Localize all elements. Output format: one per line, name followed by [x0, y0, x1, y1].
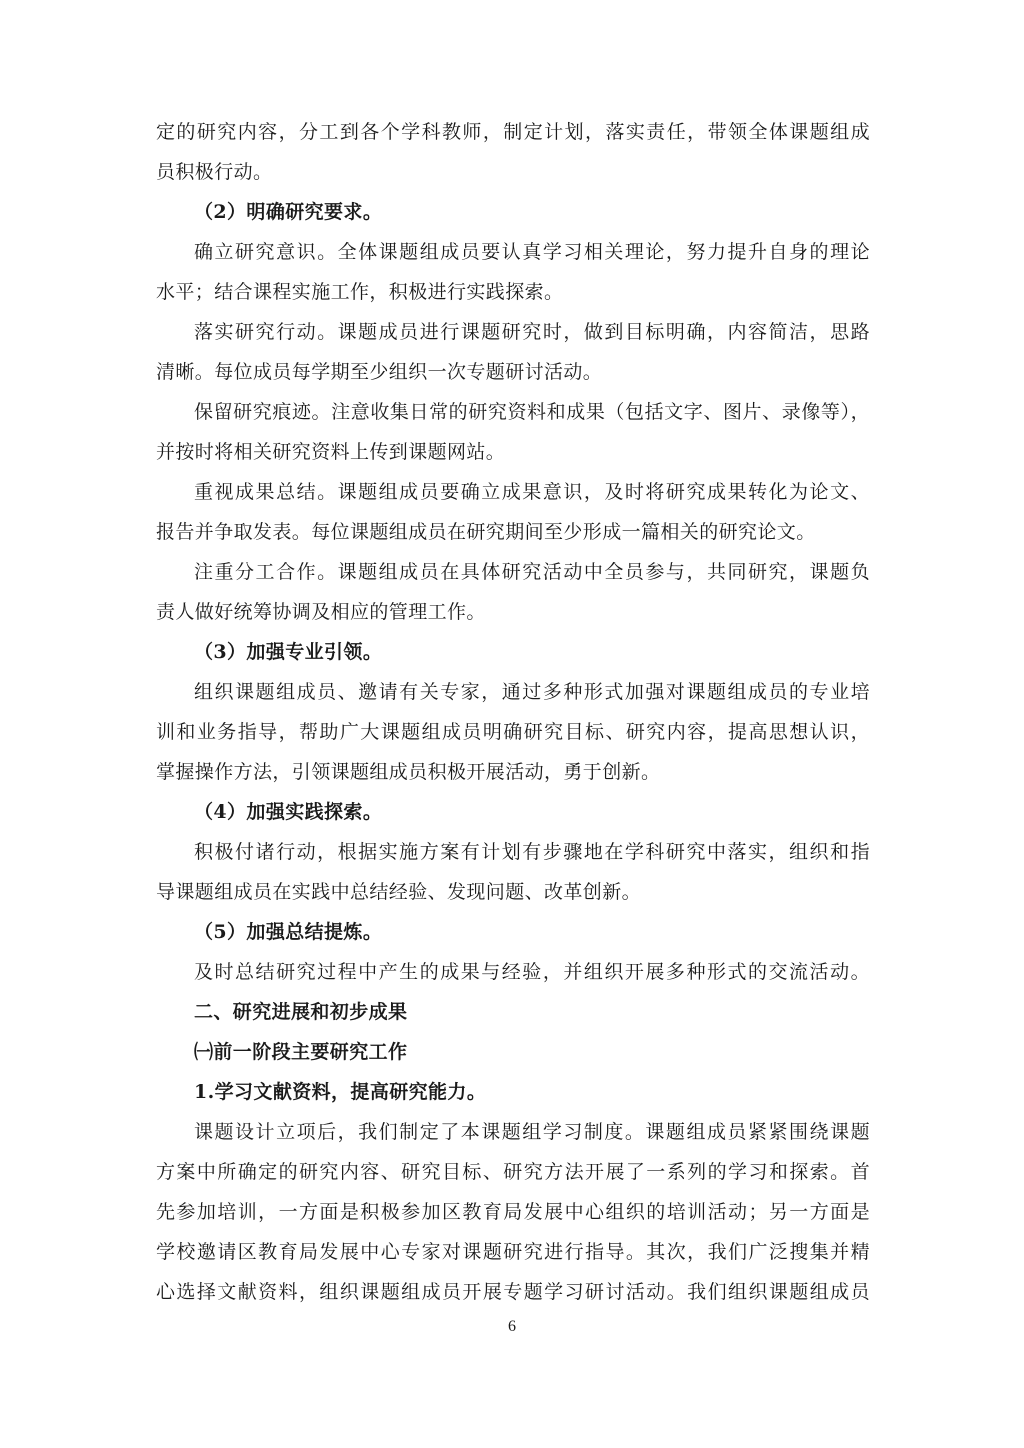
subheading: （3）加强专业引领。 — [194, 641, 383, 663]
page-number: 6 — [508, 1318, 516, 1335]
text-line: 确立研究意识。全体课题组成员要认真学习相关理论，努力提升自身的理论 — [194, 241, 870, 263]
text-line: 落实研究行动。课题成员进行课题研究时，做到目标明确，内容简洁，思路 — [194, 321, 870, 343]
text-line: 训和业务指导，帮助广大课题组成员明确研究目标、研究内容，提高思想认识， — [156, 721, 870, 743]
text-line: 清晰。每位成员每学期至少组织一次专题研讨活动。 — [156, 361, 603, 383]
text-line: 报告并争取发表。每位课题组成员在研究期间至少形成一篇相关的研究论文。 — [156, 521, 816, 543]
item-heading: 1.学习文献资料，提高研究能力。 — [194, 1081, 487, 1103]
subheading: （4）加强实践探索。 — [194, 801, 383, 823]
text-line: 方案中所确定的研究内容、研究目标、研究方法开展了一系列的学习和探索。首 — [156, 1161, 870, 1183]
text-line: 责人做好统筹协调及相应的管理工作。 — [156, 601, 486, 623]
subheading: （2）明确研究要求。 — [194, 201, 383, 223]
text-line: 水平；结合课程实施工作，积极进行实践探索。 — [156, 281, 564, 303]
text-line: 导课题组成员在实践中总结经验、发现问题、改革创新。 — [156, 881, 642, 903]
subheading: （5）加强总结提炼。 — [194, 921, 383, 943]
text-line: 员积极行动。 — [156, 161, 273, 183]
text-line: 重视成果总结。课题组成员要确立成果意识，及时将研究成果转化为论文、 — [194, 481, 870, 503]
text-line: 及时总结研究过程中产生的成果与经验，并组织开展多种形式的交流活动。 — [194, 961, 870, 983]
text-line: 掌握操作方法，引领课题组成员积极开展活动，勇于创新。 — [156, 761, 661, 783]
section-subheading: ㈠前一阶段主要研究工作 — [194, 1041, 408, 1063]
text-line: 先参加培训，一方面是积极参加区教育局发展中心组织的培训活动；另一方面是 — [156, 1201, 870, 1223]
document-body — [156, 112, 870, 1312]
text-line: 课题设计立项后，我们制定了本课题组学习制度。课题组成员紧紧围绕课题 — [194, 1121, 870, 1143]
text-line: 心选择文献资料，组织课题组成员开展专题学习研讨活动。我们组织课题组成员 — [156, 1281, 870, 1303]
text-line: 注重分工合作。课题组成员在具体研究活动中全员参与，共同研究，课题负 — [194, 561, 870, 583]
text-line: 积极付诸行动，根据实施方案有计划有步骤地在学科研究中落实，组织和指 — [194, 841, 870, 863]
text-line: 并按时将相关研究资料上传到课题网站。 — [156, 441, 506, 463]
text-line: 定的研究内容，分工到各个学科教师，制定计划，落实责任，带领全体课题组成 — [156, 121, 870, 143]
text-line: 保留研究痕迹。注意收集日常的研究资料和成果（包括文字、图片、录像等）， — [194, 401, 870, 423]
section-heading: 二、研究进展和初步成果 — [194, 1001, 408, 1023]
text-line: 学校邀请区教育局发展中心专家对课题研究进行指导。其次，我们广泛搜集并精 — [156, 1241, 870, 1263]
text-line: 组织课题组成员、邀请有关专家，通过多种形式加强对课题组成员的专业培 — [194, 681, 870, 703]
